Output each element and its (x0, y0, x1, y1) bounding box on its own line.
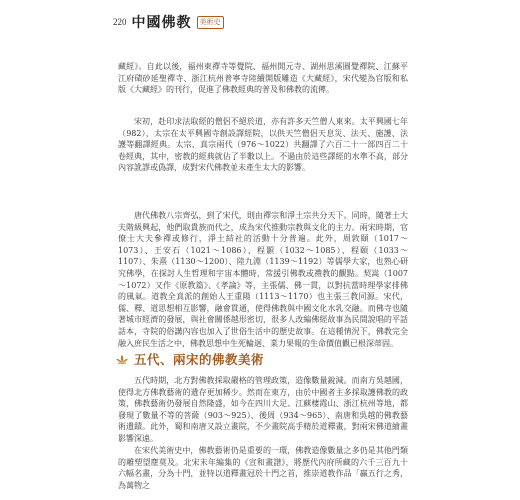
book-title: 中國佛教 (131, 15, 192, 31)
running-header (113, 11, 224, 33)
paragraph-3: 唐代佛教八宗齊弘，到了宋代，則由禪宗和淨土宗共分天下。同時，隨著士大夫階級興起，他們取貴族而代之，成為宋代推動宗教與文化的主力。兩宋時期，官僚士大夫參禪或修行，淨土結社的活動十分普遍。此外，周敦頤（1017～1073）、王安石（1021～1086）、程顥（1032～1085）、程頤（1033～1107）、朱熹（1130～1200）、陸九淵（1139～1192）等儒學大家，也熟心研究佛學，在探討人生哲理和宇宙本體時，常援引佛教或禮教的觀點。契嵩（1007～1072）又作《原教篇》、《孝論》等，主張儒、佛一貫，以對抗當時理學家排佛的風氣。道教全真派的創始人王重陽（1113～1170）也主張三教同源。宋代，儒、釋、道思想相互影響，融會貫通，使得佛教與中國文化水乳交融。而佛寺也隨著城市經濟的發展，與社會關係越形密切，很多人改編佛經故事為民間說唱的平話話本，寺院的俗講內容也加入了世俗生活中的歷史故事。在這種情況下，佛教完全融入庶民生活之中，佛教思想中生死輪迴、業力果報的生命價值觀已根深蒂固。 (118, 211, 408, 348)
paragraph-2: 宋初，赴印求法取經的僧侶不絕於道，亦有許多天竺僧人東來。太平興國七年（982），太宗在太平興國寺創設譯經院，以供天竺僧侶天息災、法天、施護、法護等翻譯經典。太宗、真宗兩代（976～1022）共翻譯了六百二十一部四百二十卷經典，其中，密教的經典就佔了半數以上。不過由於這些譯經的水準不高，部分內容訛謬或偽譯，成對宋代佛教並未產生太大的影響。 (118, 117, 408, 173)
section-title: 五代、兩宋的佛教美術 (134, 352, 265, 367)
paragraph-1: 藏經》。自此以後，福州東禪寺等覺院、福州開元寺、湖州思溪圓覺禪院、江蘇平江府磧砂延聖禪寺、浙江杭州普寧寺陸續開版雕造《大藏經》，宋代變為官版和私版《大藏經》的刊行，促進了佛教經典的普及和佛教的流傳。 (118, 62, 408, 95)
lotus-icon (115, 354, 129, 364)
paragraph-4: 五代時期，北方對佛教採取嚴格的管理政策，造像數量銳減。而南方吳越國，使得北方佛教藝術的遺存更加稀少。然而在東方，由於中國者主多採取護佛教的政策，佛教藝術仍發展自然隆盛，如今在四川大足、江蘇棲霞山、浙江杭州等地，都發現了數量不等的菩薩（903～925）、後周（934～965）、南唐和吳越的佛教藝術遺蹟。此外，蜀和南唐又設立畫院，不少畫院高手精於道釋畫，對兩宋佛道繪畫影響深遠。 (118, 376, 408, 443)
book-subtitle-badge: 美術史 (197, 16, 224, 29)
paragraph-5: 在宋代美術史中，佛教藝術仍是重要的一環，佛教造像數量之多仍是其他門類的雕塑望塵莫及。北宋末年編集的《宣和畫譜》，將歷代內府所藏的六千三百九十六幅名畫，分為十門，並特以道釋畫冠於十門之首，推崇道教作品「贏五行之秀，為萬物之 (118, 446, 408, 490)
page-number: 220 (113, 17, 127, 27)
section-heading (115, 350, 264, 368)
